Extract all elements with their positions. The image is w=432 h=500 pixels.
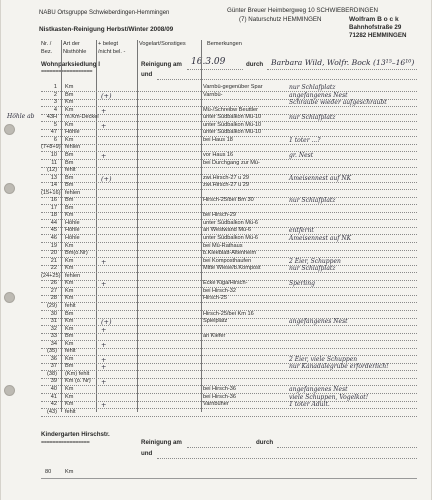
nistkasten-number: 1	[53, 84, 57, 90]
nistkasten-number: (43)	[47, 408, 57, 415]
nistkasten-number: 36	[50, 355, 57, 362]
handwritten-note: Schraube wieder aufgeschraubt	[289, 99, 387, 107]
nistkasten-type: Km	[65, 242, 74, 249]
nistkasten-number: 18	[50, 212, 57, 219]
document-page	[1, 0, 431, 500]
names-line	[267, 69, 417, 70]
occupancy-mark: +	[101, 325, 107, 334]
nistkasten-number: (15+16)	[41, 189, 61, 196]
location: unter Südbalkon Mü-6	[203, 219, 259, 226]
handwritten-note: 2 Eier, viele Schuppen	[289, 355, 358, 363]
col-header-nr: Nr. /	[41, 41, 52, 47]
nistkasten-type: Höhle	[65, 227, 80, 234]
contact-line-1: Günter Breuer Heimbergweg 10 SCHWIEBERDINGEN	[227, 7, 378, 14]
nistkasten-type: Bm	[65, 151, 74, 158]
occupancy-mark: +	[101, 363, 107, 372]
nistkasten-type: Bm	[65, 159, 74, 166]
nistkasten-number: 22	[50, 265, 57, 272]
und-label: und	[141, 71, 153, 78]
occupancy-mark: +	[101, 340, 107, 349]
nistkasten-type: Bm	[65, 204, 74, 211]
nistkasten-number: 20	[50, 250, 57, 257]
location: zwi.Hirsch-27 u 29	[203, 174, 250, 181]
nistkasten-number: 11	[51, 159, 57, 166]
nistkasten-number: 39	[50, 378, 57, 385]
nistkasten-number: 2	[53, 91, 57, 98]
location: unter Südbalkon Mü-10	[203, 114, 262, 121]
nistkasten-number: 10	[50, 151, 57, 158]
nistkasten-type: m.Km-Deckel	[65, 114, 99, 121]
contact-street: Bahnhofstraße 29	[349, 24, 402, 31]
occupancy-mark: +	[101, 355, 107, 364]
nistkasten-type: Km	[65, 212, 74, 219]
occupancy-mark: (+)	[101, 174, 112, 183]
nistkasten-number: 46	[50, 235, 57, 241]
nistkasten-type: Höhle	[65, 129, 80, 136]
location: Hirsch-25/bei Bm 30	[203, 197, 254, 204]
nistkasten-number: 16	[50, 197, 57, 204]
nistkasten-number: 31	[50, 318, 57, 325]
nistkasten-type: Km	[65, 325, 74, 332]
nistkasten-number: 19	[50, 242, 57, 249]
nistkasten-type: Höhle	[65, 235, 80, 241]
handwritten-note: nur Schlafplatz	[289, 197, 336, 205]
col-header-nisthoehle: Nisthöhle	[63, 49, 87, 55]
reinigung-label: Reinigung am	[141, 61, 182, 68]
nistkasten-type: Km	[65, 355, 74, 362]
reinigung-names: Barbara Wild, Wolfr. Bock (13¹⁵–16¹⁰)	[271, 58, 415, 67]
location: unter Südbalkon Mü-10	[203, 129, 262, 136]
nistkasten-number: 17	[50, 204, 57, 211]
nistkasten-number: 33	[50, 333, 57, 340]
occupancy-mark: +	[101, 378, 107, 387]
nistkasten-number: 47	[50, 129, 57, 136]
location: bei Hirsch-29	[203, 212, 236, 219]
nistkasten-type: Km (o. Nr)	[65, 378, 91, 385]
nistkasten-type: Bm	[65, 197, 74, 204]
nistkasten-number: 13	[50, 174, 57, 181]
nistkasten-number: (35)	[47, 348, 57, 355]
nistkasten-type: Bm	[65, 91, 74, 98]
nistkasten-type: Km	[65, 84, 74, 90]
nistkasten-number: (24+25)	[41, 272, 61, 279]
occupancy-mark: (+)	[101, 91, 112, 100]
location: b.Kleeblatt-Altenheim	[203, 250, 257, 257]
handwritten-note: viele Schuppen, Vogelkot!	[289, 393, 369, 401]
occupancy-mark: +	[101, 280, 107, 289]
handwritten-note: 2 Eier, Schuppen	[289, 257, 341, 265]
nistkasten-type: fehlen	[65, 272, 81, 279]
nistkasten-type: Km	[65, 121, 74, 128]
handwritten-note: nur Schlafplatz	[289, 265, 336, 273]
nistkasten-type: Bm	[65, 182, 74, 189]
handwritten-note: angefangenes Nest	[289, 91, 348, 99]
nistkasten-number: (7+8+9)	[41, 144, 61, 151]
nistkasten-type: Km	[65, 265, 74, 272]
nistkasten-number: (29)	[47, 302, 57, 309]
location: bei Hirsch-36	[203, 386, 236, 392]
org-name: NABU Ortsgruppe Schwieberdingen-Hemmingen	[39, 10, 170, 16]
nistkasten-number: (12)	[47, 167, 57, 174]
col-header-bemerkungen: Bemerkungen	[207, 41, 242, 47]
nistkasten-type: Km	[65, 318, 74, 325]
location: unter Südbalkon Mü-6	[203, 235, 259, 241]
nistkasten-type: fehlen	[65, 144, 81, 151]
section-2-title: Kindergarten Hirschstr.	[41, 431, 110, 438]
location: bei Mü-Rathaus	[203, 242, 243, 249]
occupancy-mark: +	[101, 257, 107, 266]
occupancy-mark: (+)	[101, 318, 112, 327]
section-2-row-number: 80	[45, 469, 52, 475]
nistkasten-number: 5	[53, 121, 57, 128]
nistkasten-type: Km	[65, 401, 74, 408]
nistkasten-type: fehlt	[65, 167, 76, 174]
nistkasten-number: 4	[53, 106, 57, 113]
reinigung-date: 16.3.09	[191, 57, 226, 67]
section-title: Wohnparksiedlung I	[41, 61, 101, 68]
nistkasten-type: Km	[65, 340, 74, 347]
nistkasten-type: fehlt	[65, 302, 76, 309]
section-2-und-line	[157, 458, 417, 459]
nistkasten-number: 40	[50, 386, 57, 392]
location: Varnbüher	[203, 401, 229, 408]
nistkasten-type: Höhle	[65, 219, 80, 226]
contact-line-2: (7) Naturschutz HEMMINGEN	[239, 16, 322, 23]
handwritten-note: Ameisennest auf NK	[289, 174, 352, 182]
handwritten-note: Ameisennest auf NK	[289, 235, 352, 242]
nistkasten-type: Km	[65, 287, 74, 294]
location: an Westwand Mü-6	[203, 227, 252, 234]
document-title: Nistkasten-Reinigung Herbst/Winter 2008/09	[39, 26, 174, 33]
location: zwi.Hirsch-27 u 29	[203, 182, 250, 189]
col-header-art: Art der	[63, 41, 80, 47]
handwritten-note: Sperling	[289, 280, 315, 288]
handwritten-note: nur Schlafplatz	[289, 84, 336, 91]
location: Mü-/Schreibw Beuttler	[203, 106, 259, 113]
handwritten-note: entfernt	[289, 227, 314, 235]
handwritten-note: nur Schlafplatz	[289, 114, 336, 122]
nistkasten-number: 28	[50, 295, 57, 302]
nistkasten-number: 30	[50, 310, 57, 317]
handwritten-note: angefangenes Nest	[289, 318, 348, 326]
nistkasten-number: 27	[50, 287, 57, 294]
section-2-row-line	[41, 478, 417, 479]
location: Hirsch-25/bei Km 16	[203, 310, 254, 317]
col-header-nicht-belegt: /nicht bel. -	[98, 49, 126, 55]
nistkasten-number: (38)	[47, 370, 57, 377]
nistkasten-number: 41	[50, 393, 57, 400]
location: an Kiefer	[203, 333, 226, 340]
col-header-bez: Bez.	[41, 49, 53, 55]
section-2-reinigung-label: Reinigung am	[141, 439, 182, 446]
nistkasten-type: Km	[65, 106, 74, 113]
nistkasten-type: fehlen	[65, 189, 81, 196]
location: Hirsch-25	[203, 295, 227, 302]
margin-note: Höhle ab	[7, 113, 35, 120]
section-2-row-type: Km	[65, 469, 74, 475]
nistkasten-type: fehlt	[65, 348, 76, 355]
nistkasten-type: Km	[65, 257, 74, 264]
section-2-date-line	[187, 447, 251, 448]
handwritten-note: 1 toter ...?	[289, 136, 321, 144]
table-row	[1, 409, 431, 419]
section-2-durch-label: durch	[256, 439, 274, 446]
location: Varnbü-	[203, 91, 223, 98]
und-line	[157, 79, 417, 80]
location: Varnbü-gegenüber Spar	[203, 84, 263, 90]
location: bei Haus 18	[203, 136, 233, 143]
section-underline: ==================	[41, 69, 93, 75]
nistkasten-number: 6	[53, 136, 57, 143]
location: bei Komposthaufen	[203, 257, 252, 264]
location: Mitte Wiese/b.Kompost	[203, 265, 261, 272]
location: bei Hirsch-32	[203, 287, 236, 294]
location: Ecke Kiga/Hirsch-	[203, 280, 248, 287]
nistkasten-number: 26	[50, 280, 57, 287]
section-2-underline: =================	[41, 440, 90, 446]
nistkasten-number: 37	[50, 363, 57, 370]
nistkasten-type: Km	[65, 280, 74, 287]
date-line	[187, 69, 243, 70]
nistkasten-number: 45	[50, 227, 57, 234]
handwritten-note: 1 toter Adult.	[289, 401, 330, 409]
nistkasten-type: Km	[65, 136, 74, 143]
durch-label: durch	[246, 61, 264, 68]
nistkasten-type: Km	[65, 99, 74, 106]
contact-city: 71282 HEMMINGEN	[349, 32, 407, 39]
location: bei Durchgang zur Mü-	[203, 159, 260, 166]
nistkasten-type: Bm	[65, 333, 74, 340]
nistkasten-type: Km	[65, 386, 74, 392]
occupancy-mark: +	[101, 106, 107, 115]
nistkasten-number: 32	[50, 325, 57, 332]
occupancy-mark: +	[101, 121, 107, 130]
location: vor Haus 16	[203, 151, 234, 158]
handwritten-note: nur Kanadalegrube erforderlich!	[289, 363, 389, 371]
handwritten-note: gr. Nest	[289, 151, 314, 159]
row-rule	[41, 416, 417, 417]
nistkasten-type: fehlt	[65, 408, 76, 415]
occupancy-mark: +	[101, 401, 107, 410]
nistkasten-number: 43H	[46, 114, 57, 121]
col-header-vogelart: Vogelart/Sonstiges	[139, 41, 186, 47]
nistkasten-number: 3	[53, 99, 57, 106]
nistkasten-number: 34	[50, 340, 57, 347]
nistkasten-type: Km	[65, 393, 74, 400]
nistkasten-type: Bm	[65, 310, 74, 317]
location: unter Südbalkon Mü-10	[203, 121, 262, 128]
nistkasten-number: 44	[50, 219, 57, 226]
nistkasten-type: Bm	[65, 174, 74, 181]
nistkasten-number: 21	[50, 257, 57, 264]
occupancy-mark: +	[101, 151, 107, 160]
nistkasten-type: Bm	[65, 363, 74, 370]
section-2-names-line	[277, 447, 417, 448]
nistkasten-number: 42	[50, 401, 57, 408]
col-header-belegt: + belegt	[98, 41, 119, 47]
nistkasten-type: (Km) fehlt	[65, 370, 90, 377]
handwritten-note: angefangenes Nest	[289, 386, 348, 393]
location: bei Hirsch-36	[203, 393, 236, 400]
nistkasten-type: Bm(o.Nr)	[65, 250, 88, 257]
contact-name: Wolfram B o c k	[349, 16, 399, 23]
location: Spielplatz	[203, 318, 228, 325]
nistkasten-number: 14	[50, 182, 57, 189]
nistkasten-type: Km	[65, 295, 74, 302]
section-2-und-label: und	[141, 450, 153, 457]
